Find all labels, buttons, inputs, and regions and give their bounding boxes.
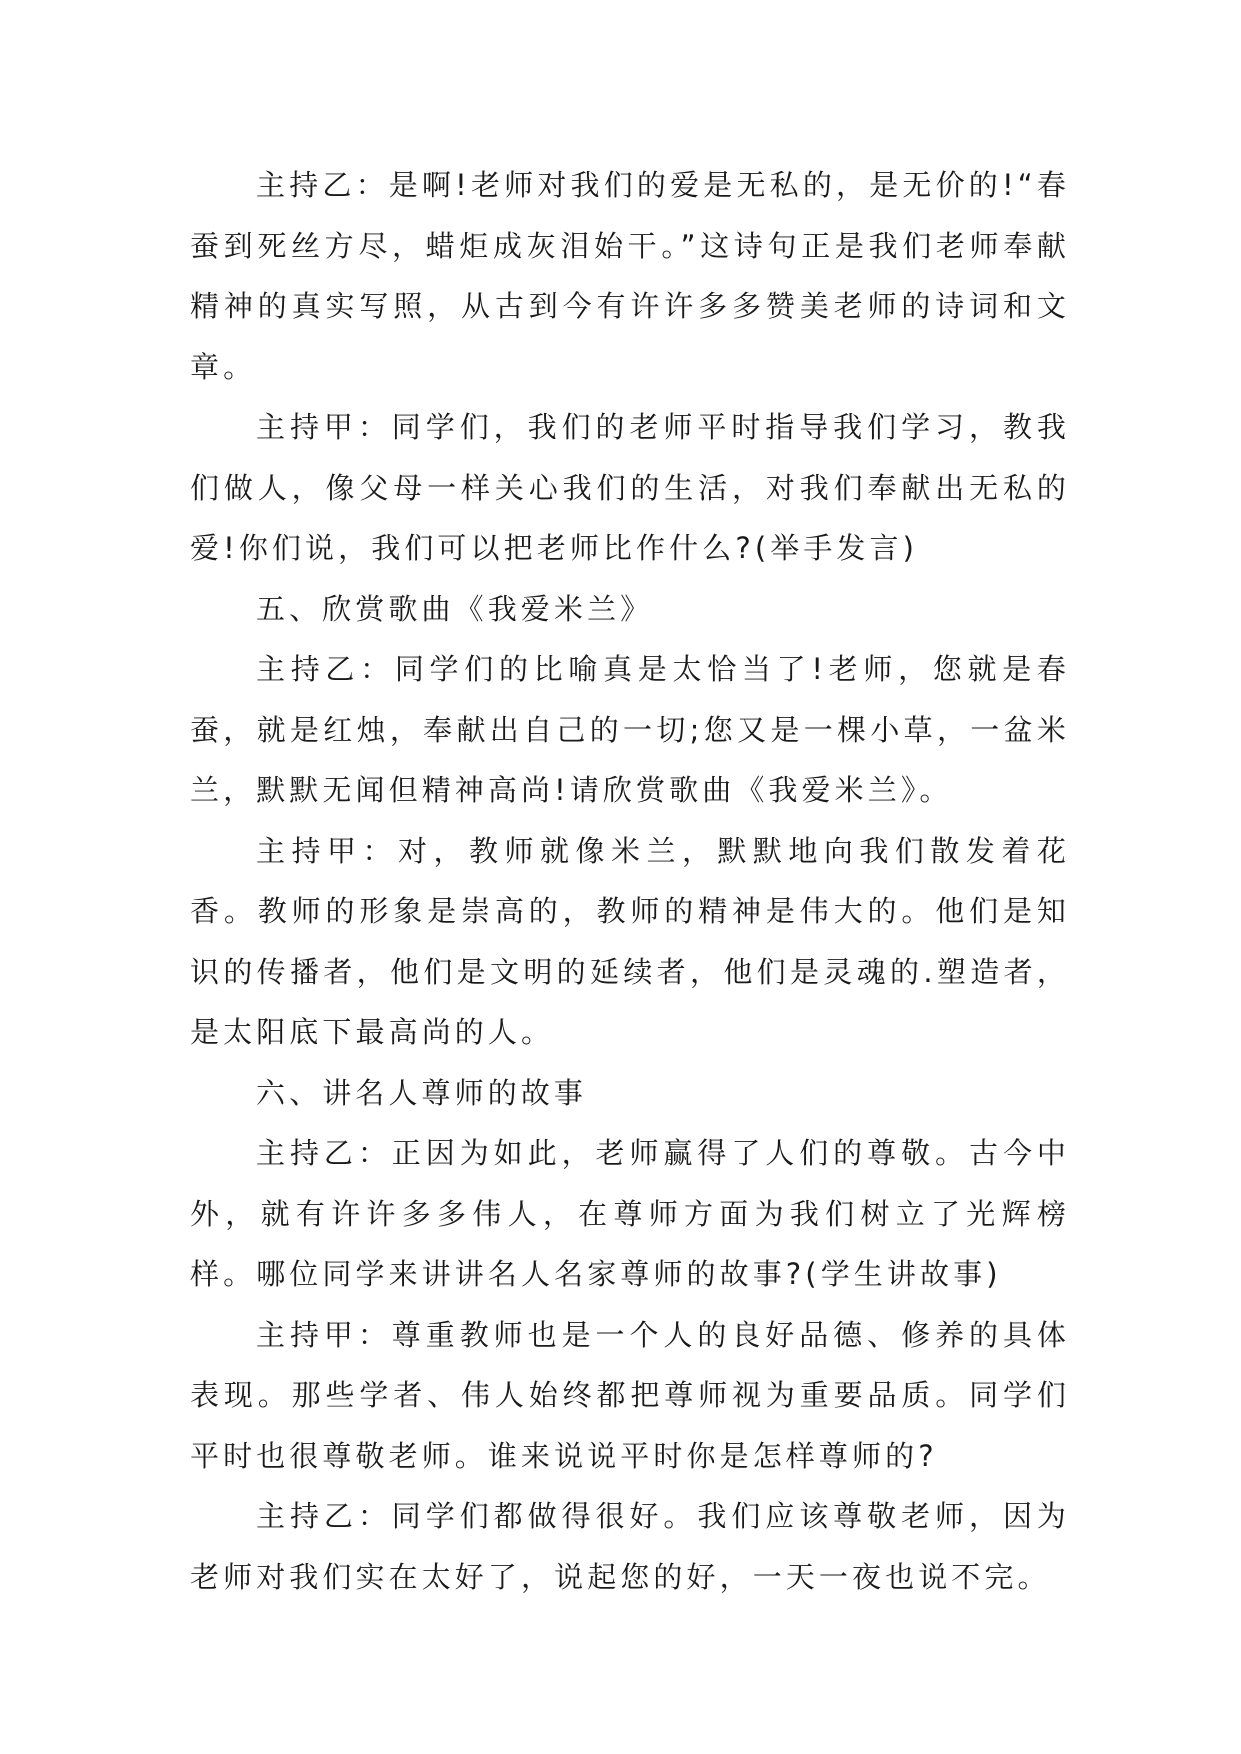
- section-heading-6: 六、讲名人尊师的故事: [256, 1075, 588, 1110]
- paragraph-host-a-1: 主持甲：同学们，我们的老师平时指导我们学习，教我们做人，像父母一样关心我们的生活，对我们奉献出无私的爱!你们说，我们可以把老师比作什么?(举手发言): [190, 410, 1070, 565]
- paragraph-host-a-3: 主持甲：尊重教师也是一个人的良好品德、修养的具体表现。那些学者、伟人始终都把尊师视为重要品质。同学们平时也很尊敬老师。谁来说说平时你是怎样尊师的?: [190, 1317, 1070, 1473]
- section-heading-5: 五、欣赏歌曲《我爱米兰》: [256, 591, 654, 626]
- paragraph-host-b-4: 主持乙：同学们都做得很好。我们应该尊敬老师，因为老师对我们实在太好了，说起您的好，一天一夜也说不完。: [190, 1499, 1070, 1594]
- paragraph-host-b-2: 主持乙：同学们的比喻真是太恰当了!老师，您就是春蚕，就是红烛，奉献出自己的一切;您又是一棵小草，一盆米兰，默默无闻但精神高尚!请欣赏歌曲《我爱米兰》。: [190, 652, 1070, 807]
- paragraph-host-b-3: 主持乙：正因为如此，老师赢得了人们的尊敬。古今中外，就有许许多多伟人，在尊师方面为我们树立了光辉榜样。哪位同学来讲讲名人名家尊师的故事?(学生讲故事): [190, 1136, 1070, 1291]
- paragraph-host-a-2: 主持甲：对，教师就像米兰，默默地向我们散发着花香。教师的形象是崇高的，教师的精神是伟大的。他们是知识的传播者，他们是文明的延续者，他们是灵魂的.塑造者，是太阳底下最高尚的人。: [190, 833, 1070, 1049]
- document-body: [190, 155, 1070, 1607]
- paragraph-host-b-1: 主持乙：是啊!老师对我们的爱是无私的，是无价的!“春蚕到死丝方尽，蜡炬成灰泪始干。”这诗句正是我们老师奉献精神的真实写照，从古到今有许许多多赞美老师的诗词和文章。: [190, 168, 1070, 384]
